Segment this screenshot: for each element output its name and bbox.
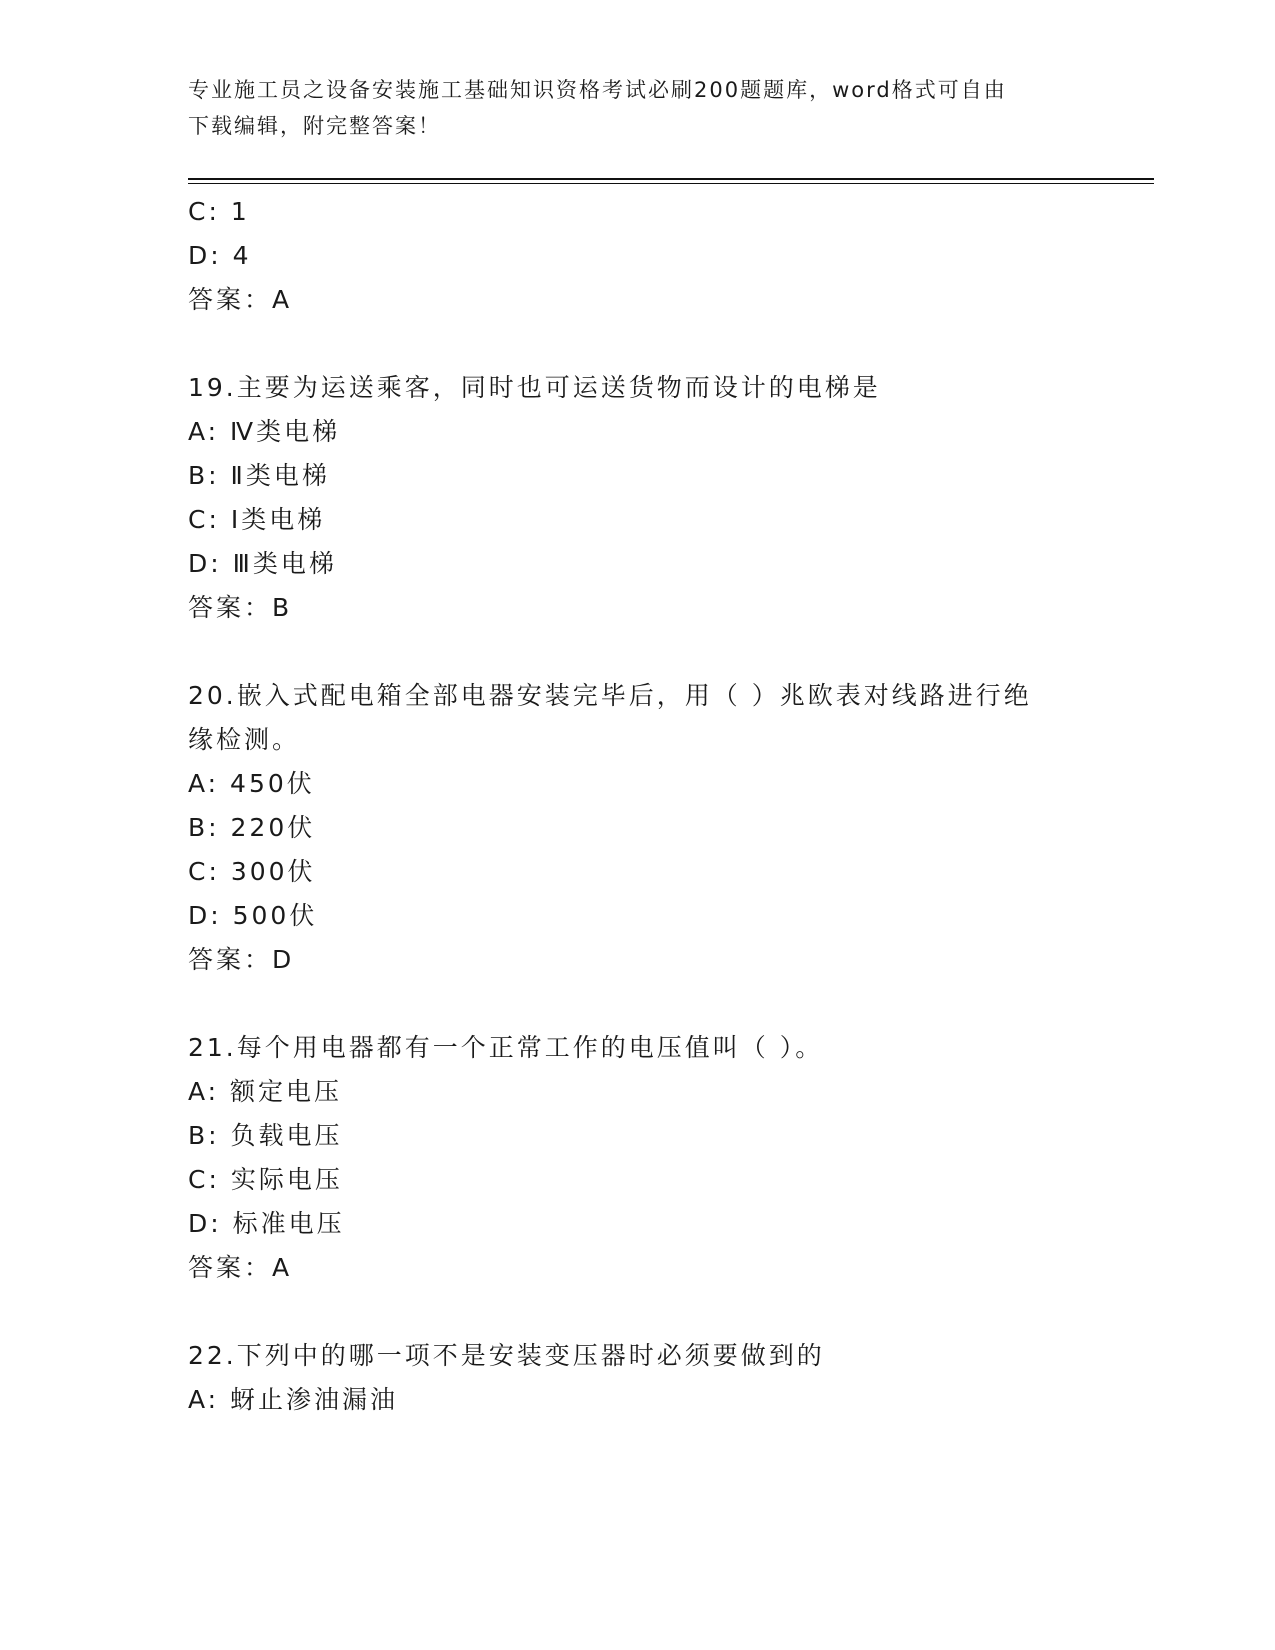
q20-question-line-2: 缘检测。: [188, 725, 301, 754]
q20-option-b: B: 220伏: [188, 813, 316, 842]
q19-option-c: C: Ⅰ类电梯: [188, 505, 326, 534]
q18-option-c: C: 1: [188, 197, 250, 226]
q21-option-c: C: 实际电压: [188, 1165, 343, 1194]
q19-question: 19.主要为运送乘客，同时也可运送货物而设计的电梯是: [188, 373, 881, 402]
q22-option-a: A: 蚜止渗油漏油: [188, 1385, 399, 1414]
q18-answer: 答案：A: [188, 285, 293, 314]
q20-question-line-1: 20.嵌入式配电箱全部电器安装完毕后，用（ ）兆欧表对线路进行绝: [188, 681, 1032, 710]
q19-answer: 答案：B: [188, 593, 293, 622]
q20-answer: 答案：D: [188, 945, 295, 974]
q21-option-d: D: 标准电压: [188, 1209, 345, 1238]
q20-option-d: D: 500伏: [188, 901, 318, 930]
q21-question: 21.每个用电器都有一个正常工作的电压值叫（ ）。: [188, 1033, 824, 1062]
q19-option-a: A: Ⅳ类电梯: [188, 417, 341, 446]
q18-option-d: D: 4: [188, 241, 252, 270]
document-header: [188, 72, 1088, 144]
header-line-2: 下载编辑，附完整答案！: [188, 114, 441, 138]
q20-option-a: A: 450伏: [188, 769, 315, 798]
q19-option-d: D: Ⅲ类电梯: [188, 549, 337, 578]
header-rule-thin: [188, 183, 1154, 184]
header-rule-thick: [188, 178, 1154, 180]
q21-answer: 答案：A: [188, 1253, 293, 1282]
q20-option-c: C: 300伏: [188, 857, 316, 886]
q21-option-a: A: 额定电压: [188, 1077, 343, 1106]
q22-question: 22.下列中的哪一项不是安装变压器时必须要做到的: [188, 1341, 825, 1370]
q19-option-b: B: Ⅱ类电梯: [188, 461, 330, 490]
header-line-1: 专业施工员之设备安装施工基础知识资格考试必刷200题题库，word格式可自由: [188, 78, 1007, 102]
q21-option-b: B: 负载电压: [188, 1121, 343, 1150]
